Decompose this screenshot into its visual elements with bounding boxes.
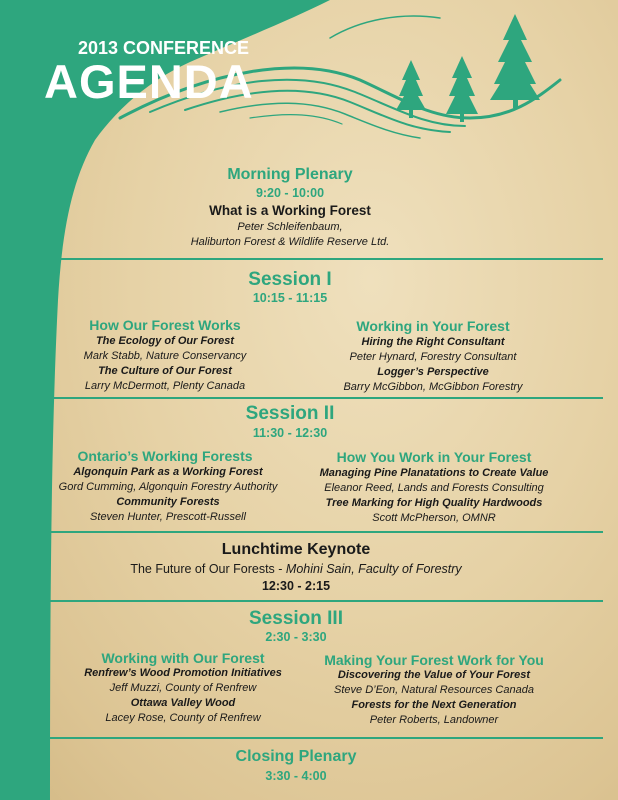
morning-plenary-heading: Morning Plenary — [227, 166, 353, 183]
conference-year: 2013 CONFERENCE — [78, 38, 250, 58]
agenda-title: AGENDA — [44, 55, 254, 108]
pine-tree-icon — [396, 60, 426, 118]
lunch-heading: Lunchtime Keynote — [221, 541, 371, 558]
divider — [48, 531, 603, 533]
divider — [48, 258, 603, 260]
session2-heading: Session II — [245, 403, 335, 424]
talk-title: Managing Pine Planatations to Create Value — [319, 467, 549, 479]
talk-speaker: Steven Hunter, Prescott-Russell — [90, 511, 246, 523]
pine-tree-icon — [490, 14, 540, 108]
lunch-keynote-line — [130, 562, 461, 576]
talk-speaker: Peter Roberts, Landowner — [369, 714, 499, 726]
morning-plenary-talk: What is a Working Forest — [209, 203, 371, 218]
session3-right-track: Making Your Forest Work for You — [324, 652, 544, 668]
divider — [48, 737, 603, 739]
session1-heading: Session I — [248, 269, 332, 290]
talk-speaker: Mark Stabb, Nature Conservancy — [83, 350, 247, 362]
divider — [48, 600, 603, 602]
talk-title: Algonquin Park as a Working Forest — [73, 466, 263, 478]
talk-speaker: Jeff Muzzi, County of Renfrew — [109, 682, 257, 694]
talk-speaker: Scott McPherson, OMNR — [372, 512, 496, 524]
session2-left-track: Ontario’s Working Forests — [77, 448, 253, 464]
lunch-speaker: Mohini Sain, Faculty of Forestry — [285, 562, 462, 576]
session1-time: 10:15 - 11:15 — [252, 291, 328, 305]
divider — [48, 397, 603, 399]
closing-plenary-time: 3:30 - 4:00 — [265, 769, 327, 783]
talk-title: The Ecology of Our Forest — [95, 335, 235, 347]
session3-heading: Session III — [249, 608, 343, 629]
session1-left-track: How Our Forest Works — [89, 317, 241, 333]
morning-plenary-speaker: Peter Schleifenbaum, — [237, 221, 343, 233]
morning-plenary-time: 9:20 - 10:00 — [255, 186, 325, 200]
talk-speaker: Barry McGibbon, McGibbon Forestry — [343, 381, 523, 393]
lunch-talk: The Future of Our Forests — [130, 562, 275, 576]
talk-speaker: Gord Cumming, Algonquin Forestry Authority — [58, 481, 278, 493]
talk-title: Renfrew’s Wood Promotion Initiatives — [84, 667, 282, 679]
talk-title: Hiring the Right Consultant — [361, 336, 505, 348]
talk-speaker: Eleanor Reed, Lands and Forests Consulting — [324, 482, 544, 494]
talk-title: Forests for the Next Generation — [351, 699, 517, 711]
talk-speaker: Steve D’Eon, Natural Resources Canada — [334, 684, 534, 696]
pine-tree-icon — [446, 56, 478, 122]
lunch-time: 12:30 - 2:15 — [261, 579, 331, 593]
session3-time: 2:30 - 3:30 — [265, 630, 327, 644]
lunch-separator: - — [274, 562, 286, 576]
session2-right-track: How You Work in Your Forest — [336, 449, 532, 465]
talk-title: Community Forests — [116, 496, 220, 508]
session2-time: 11:30 - 12:30 — [252, 426, 328, 440]
closing-plenary-heading: Closing Plenary — [235, 748, 357, 765]
talk-title: Discovering the Value of Your Forest — [337, 669, 531, 681]
session3-left-track: Working with Our Forest — [101, 650, 265, 666]
talk-title: Logger’s Perspective — [377, 366, 489, 378]
talk-speaker: Larry McDermott, Plenty Canada — [84, 380, 246, 392]
talk-title: Tree Marking for High Quality Hardwoods — [325, 497, 543, 509]
talk-speaker: Peter Hynard, Forestry Consultant — [349, 351, 517, 363]
morning-plenary-affiliation: Haliburton Forest & Wildlife Reserve Ltd. — [190, 236, 390, 248]
talk-title: The Culture of Our Forest — [98, 365, 232, 377]
session1-right-track: Working in Your Forest — [356, 318, 510, 334]
talk-title: Ottawa Valley Wood — [130, 697, 236, 709]
talk-speaker: Lacey Rose, County of Renfrew — [105, 712, 261, 724]
